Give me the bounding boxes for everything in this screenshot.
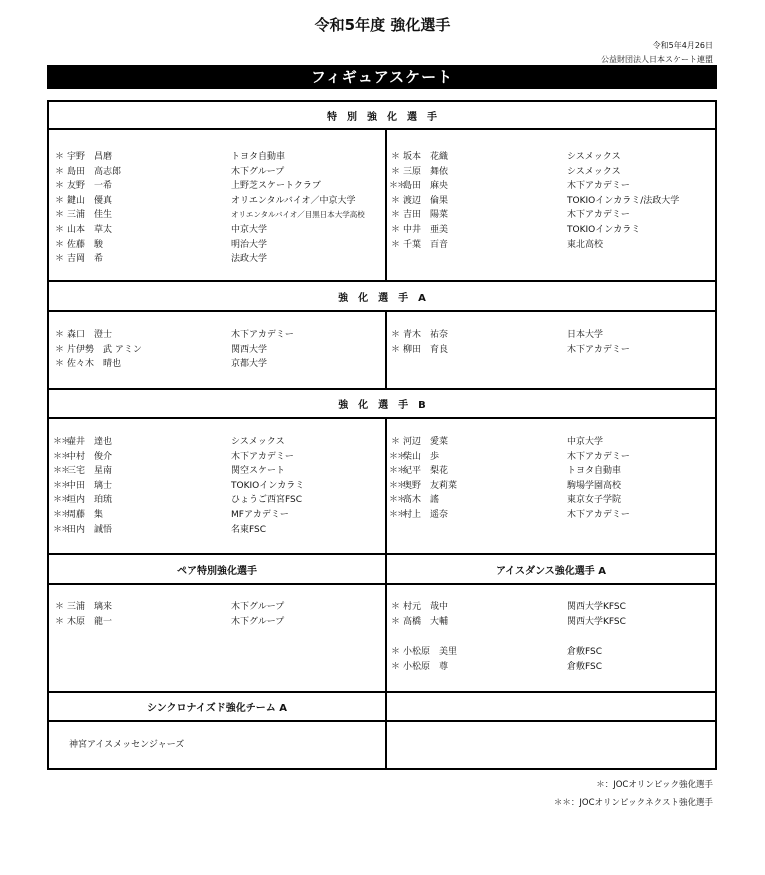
synchro-divider [385,693,387,768]
athlete-name: 三原 舞依 [403,166,449,177]
athlete-mark: ＊ [390,344,399,355]
a-left-list [53,328,294,372]
athlete-name: 三宅 星南 [67,466,113,477]
a-divider [385,312,387,388]
b-heading: 強 化 選 手 B [49,390,715,419]
athlete-affiliation: TOKIOインカラミ [567,224,641,235]
athlete-name: 渡辺 倫果 [403,195,449,206]
athlete-row [389,165,679,180]
athlete-mark: ＊ [390,616,399,627]
athlete-affiliation: 関西大学 [231,344,268,355]
athlete-affiliation: 木下アカデミー [567,509,630,520]
athlete-name: 宇野 昌磨 [67,152,113,162]
organization-name: 公益財団法人日本スケート連盟 [601,55,713,64]
athlete-row [53,194,365,209]
athlete-row [53,343,294,358]
athlete-mark: ＊ [54,210,63,221]
athlete-affiliation: 木下グループ [231,602,285,612]
athlete-row [53,165,365,180]
athlete-name: 吉岡 希 [67,254,104,265]
athlete-row [389,464,630,479]
athlete-name: 中村 俊介 [67,451,113,462]
athlete-mark: ＊ [54,359,63,370]
athlete-row [389,600,626,615]
athlete-mark: ＊＊ [389,181,406,192]
athlete-affiliation: 関西大学KFSC [567,602,626,612]
legend-single-mark: ＊：JOCオリンピック強化選手 [596,780,713,790]
athlete-row [389,493,630,508]
athlete-row [389,479,630,494]
athlete-affiliation: 木下アカデミー [567,344,630,355]
athlete-row [53,150,365,165]
athlete-mark: ＊ [54,344,63,355]
athlete-affiliation: 上野芝スケートクラブ [231,181,321,192]
athlete-affiliation: ひょうご西宮FSC [231,495,303,506]
athlete-name: 奥野 友莉菜 [403,480,458,491]
athlete-name: 高橋 大輔 [403,616,449,627]
athlete-name: 吉田 陽菜 [403,210,449,221]
athlete-mark: ＊ [390,437,399,447]
athlete-name: 三浦 佳生 [67,210,113,221]
athlete-affiliation: MFアカデミー [231,509,289,520]
athlete-affiliation: 木下アカデミー [567,210,630,221]
special-heading: 特 別 強 化 選 手 [49,102,715,130]
athlete-name: 佐々木 晴也 [67,359,122,370]
athlete-mark: ＊＊ [389,451,406,462]
athlete-row [53,600,284,615]
athlete-name: 佐藤 駿 [67,239,104,250]
athlete-affiliation: 木下アカデミー [231,451,294,462]
athlete-name: 森口 澄士 [67,330,113,340]
athlete-mark: ＊ [390,224,399,235]
athlete-affiliation: 倉敷FSC [567,647,603,657]
athlete-row [53,179,365,194]
icedance-list-1 [389,600,626,629]
a-heading: 強 化 選 手 A [49,282,715,312]
athlete-mark: ＊ [54,602,63,612]
athlete-row [53,450,304,465]
athlete-affiliation: 木下アカデミー [231,330,294,340]
athlete-row [389,150,679,165]
athlete-affiliation: TOKIOインカラミ [231,480,305,491]
athlete-name: 木原 龍一 [67,616,113,627]
athlete-row [53,493,304,508]
athlete-mark: ＊ [390,647,399,657]
athlete-affiliation: シスメックス [231,437,285,447]
athlete-name: 千葉 百音 [403,239,449,250]
athlete-mark: ＊＊ [53,495,70,506]
athlete-mark: ＊＊ [53,451,70,462]
athlete-affiliation: シスメックス [567,166,621,177]
athlete-affiliation: 木下アカデミー [567,451,630,462]
athlete-name: 三浦 璃来 [67,602,113,612]
athlete-mark: ＊＊ [53,437,70,447]
athlete-name: 島田 麻央 [403,181,449,192]
athlete-row [389,660,602,675]
athlete-name: 鍵山 優真 [67,195,113,206]
athlete-row [389,208,679,223]
athlete-row [53,523,304,538]
athlete-name: 紀平 梨花 [403,466,449,477]
athlete-name: 周藤 集 [67,509,104,520]
athlete-mark: ＊ [390,661,399,672]
athlete-affiliation: シスメックス [567,152,621,162]
athlete-name: 山本 草太 [67,224,113,235]
athlete-row [389,645,602,660]
athlete-name: 青木 祐奈 [403,330,449,340]
icedance-heading: アイスダンス強化選手 A [495,565,607,577]
athlete-affiliation: トヨタ自動車 [567,466,622,477]
athlete-name: 中井 亜美 [403,224,449,235]
discipline-banner: フィギュアスケート [47,65,717,89]
athlete-mark: ＊ [54,152,63,162]
athlete-row [389,223,679,238]
athlete-mark: ＊＊ [389,509,406,520]
athlete-affiliation: 東京女子学院 [567,495,622,506]
athlete-mark: ＊ [54,195,63,206]
athlete-name: 垣内 珀琉 [67,495,113,506]
athlete-row [53,238,365,253]
athlete-affiliation: 倉敷FSC [567,661,603,672]
b-divider [385,419,387,553]
legend-double-mark: ＊＊：JOCオリンピックネクスト強化選手 [553,798,713,808]
athlete-row [53,223,365,238]
athlete-row [389,508,630,523]
athlete-name: 小松原 尊 [403,661,449,672]
athlete-affiliation: 京都大学 [231,359,268,370]
athlete-row [53,615,284,630]
athlete-affiliation: オリエンタルバイオ／目黒日本大学高校 [231,210,365,220]
athlete-mark: ＊ [54,239,63,250]
athlete-mark: ＊ [54,330,63,340]
page-title: 令和5年度 強化選手 [314,16,451,34]
athlete-affiliation: 中京大学 [231,224,268,235]
athlete-row [389,328,630,343]
athlete-name: 小松原 美里 [403,647,458,657]
athlete-affiliation: トヨタ自動車 [231,152,286,162]
athlete-row [53,435,304,450]
athlete-name: 柳田 育良 [403,344,449,355]
athlete-name: 片伊勢 武 アミン [67,344,142,355]
pair-icedance-header-rule [49,583,715,585]
athlete-affiliation: 関空スケート [231,466,286,477]
athlete-mark: ＊＊ [389,495,406,506]
athlete-name: 島田 高志郎 [67,166,122,177]
athlete-name: 柴山 歩 [403,451,440,462]
b-left-list [53,435,304,537]
athlete-row [389,450,630,465]
a-right-list [389,328,630,357]
special-section [47,100,717,282]
athlete-row [53,252,365,267]
athlete-mark: ＊ [390,602,399,612]
athlete-mark: ＊ [54,181,63,192]
athlete-row [53,508,304,523]
athlete-affiliation: TOKIOインカラミ/法政大学 [567,195,680,206]
athlete-affiliation: 法政大学 [231,254,268,265]
athlete-affiliation: 駒場学園高校 [567,480,622,491]
athlete-row [53,357,294,372]
athlete-mark: ＊ [390,195,399,206]
athlete-mark: ＊ [54,224,63,235]
pair-list [53,600,284,629]
athlete-row [389,343,630,358]
synchro-header-rule [49,720,715,722]
a-section [47,280,717,390]
athlete-row [389,179,679,194]
athlete-mark: ＊＊ [53,466,70,477]
athlete-name: 村上 遥奈 [403,509,449,520]
athlete-mark: ＊ [54,166,63,177]
pair-heading: ペア特別強化選手 [177,565,257,577]
icedance-list-2 [389,645,602,674]
athlete-name: 村元 哉中 [403,602,449,612]
athlete-affiliation: 木下アカデミー [567,181,630,192]
athlete-name: 友野 一希 [67,181,113,192]
special-left-list [53,150,365,267]
athlete-row [389,238,679,253]
b-right-list [389,435,630,523]
athlete-name: 坂本 花織 [403,152,449,162]
athlete-mark: ＊ [54,616,63,627]
synchro-team: 神宮アイスメッセンジャーズ [69,740,185,750]
document-date: 令和5年4月26日 [652,41,713,50]
athlete-row [53,328,294,343]
athlete-name: 髙木 謠 [403,495,440,506]
athlete-mark: ＊ [390,152,399,162]
athlete-name: 田内 誠悟 [67,524,113,535]
athlete-affiliation: 中京大学 [567,437,604,447]
athlete-row [53,208,365,223]
athlete-name: 壷井 達也 [67,437,113,447]
athlete-mark: ＊ [390,166,399,177]
athlete-mark: ＊ [390,210,399,221]
athlete-affiliation: 木下グループ [231,616,285,627]
athlete-mark: ＊＊ [53,509,70,520]
athlete-mark: ＊ [390,239,399,250]
athlete-name: 中田 璃士 [67,480,113,491]
athlete-affiliation: 関西大学KFSC [567,616,626,627]
athlete-affiliation: 日本大学 [567,330,604,340]
athlete-row [53,479,304,494]
athlete-affiliation: 明治大学 [231,239,268,250]
pair-icedance-section [47,553,717,693]
special-right-list [389,150,679,252]
athlete-affiliation: 東北高校 [567,239,604,250]
athlete-row [53,464,304,479]
special-divider [385,130,387,280]
athlete-mark: ＊ [54,254,63,265]
athlete-mark: ＊＊ [53,524,70,535]
synchro-heading: シンクロナイズド強化チーム A [147,703,287,714]
athlete-row [389,435,630,450]
b-section [47,388,717,555]
athlete-mark: ＊＊ [389,480,406,491]
athlete-affiliation: 木下グループ [231,166,285,177]
athlete-row [389,615,626,630]
athlete-row [389,194,679,209]
athlete-mark: ＊＊ [53,480,70,491]
athlete-mark: ＊ [390,330,399,340]
athlete-affiliation: 名東FSC [231,524,267,535]
athlete-mark: ＊＊ [389,466,406,477]
synchro-section [47,691,717,770]
athlete-name: 河辺 愛菜 [403,437,449,447]
athlete-affiliation: オリエンタルバイオ／中京大学 [231,195,356,206]
